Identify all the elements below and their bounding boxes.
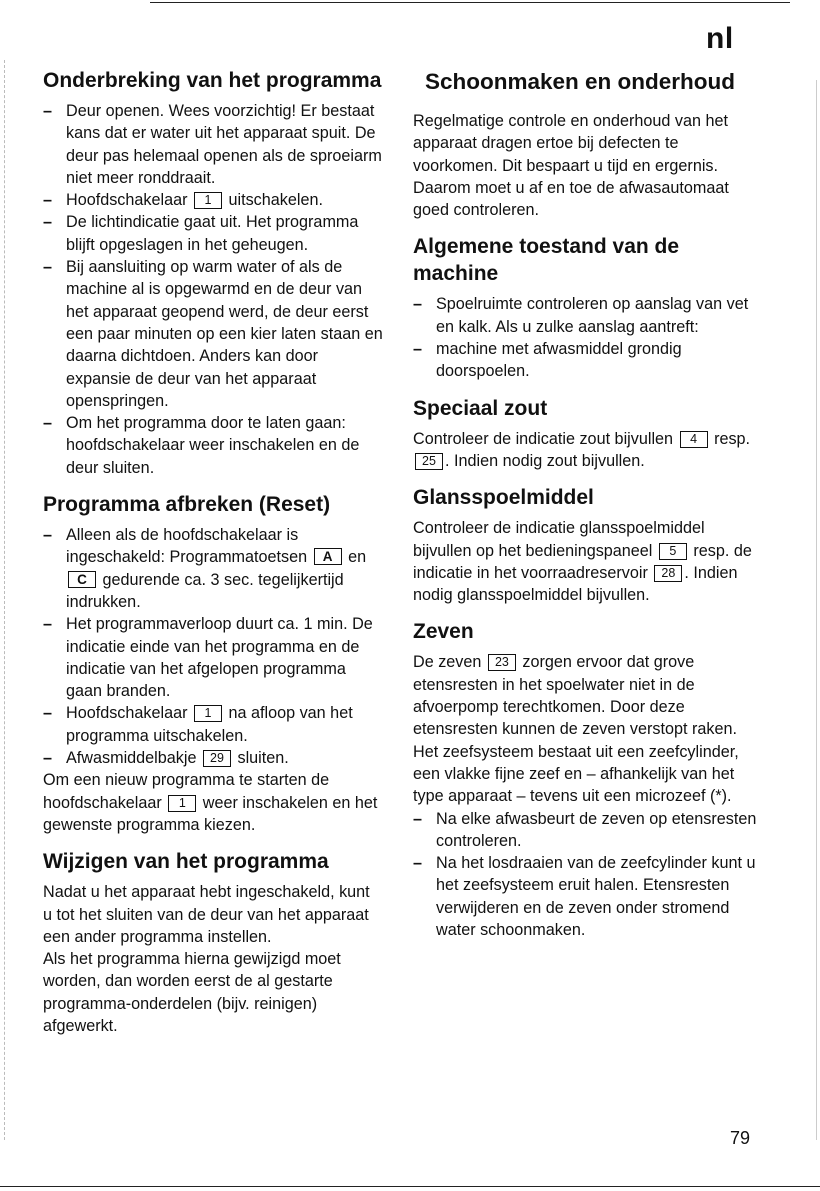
text: uitschakelen. [228, 191, 323, 210]
text: Om een nieuw programma te starten de hoofdschakelaar [43, 771, 330, 812]
reset-closing [43, 769, 383, 836]
key-symbol: 25 [415, 453, 443, 470]
page-edge-bottom [0, 1186, 820, 1187]
list-item: – Na elke afwasbeurt de zeven op etensresten controleren. [413, 808, 765, 853]
paragraph [413, 651, 765, 740]
text: Hoofdschakelaar [66, 704, 188, 723]
text: Alleen als de hoofdschakelaar is ingeschakeld: Programmatoetsen [66, 526, 308, 567]
algemene-list [413, 293, 765, 382]
text: . Indien nodig glansspoelmiddel bijvullen. [413, 563, 738, 605]
paragraph: Nadat u het apparaat hebt ingeschakeld, kunt u tot het sluiten van de deur van het apparaat een ander programma instellen. [43, 883, 370, 946]
heading-glansspoelmiddel: Glansspoelmiddel [413, 486, 594, 510]
paragraph: Als het programma hierna gewijzigd moet worden, dan worden eerst de al gestarte programma-onderdelen (bijv. reinigen) afgewerkt. [43, 950, 341, 1035]
list-item [43, 747, 383, 769]
key-symbol: 29 [203, 750, 231, 767]
list-item: – machine met afwasmiddel grondig doorspoelen. [413, 338, 765, 383]
key-symbol: A [314, 548, 342, 565]
heading-zeven: Zeven [413, 620, 474, 644]
text: Hoofdschakelaar [66, 191, 188, 210]
paragraph: Regelmatige controle en onderhoud van het apparaat dragen ertoe bij defecten te voorkomen. Dit bespaart u tijd en ergernis. Daarom moet u af en toe de afwasautomaat goed controleren. [413, 112, 729, 220]
list-item: – Het programmaverloop duurt ca. 1 min. De indicatie einde van het programma en de indicatie van het afgelopen programma gaan branden. [43, 613, 383, 702]
heading-schoonmaken: Schoonmaken en onderhoud [425, 69, 736, 94]
list-item: – Om het programma door te laten gaan: hoofdschakelaar weer inschakelen en de deur sluiten. [43, 412, 383, 479]
list-item: – Spoelruimte controleren op aanslag van vet en kalk. Als u zulke aanslag aantreft: [413, 293, 765, 338]
text: resp. [714, 429, 751, 448]
key-symbol: 23 [488, 654, 516, 671]
list-item [43, 524, 383, 613]
text: Afwasmiddelbakje [66, 749, 197, 768]
text: resp. de indicatie in het voorraadreservoir [413, 541, 752, 582]
heading-wijzigen: Wijzigen van het programma [43, 850, 329, 874]
reset-list [43, 524, 383, 769]
text: zorgen ervoor dat grove etensresten in het spoelwater niet in de afvoerpomp terechtkomen. Door deze etensresten kunnen de zeven verstopt raken. [413, 653, 737, 739]
key-symbol: 28 [654, 565, 682, 582]
text: Controleer de indicatie glansspoelmiddel bijvullen op het bedieningspaneel [413, 519, 705, 560]
heading-onderbreking: Onderbreking van het programma [43, 69, 382, 92]
left-column [43, 67, 383, 1037]
text: en [348, 548, 367, 567]
text: sluiten. [237, 749, 289, 768]
text: De zeven [413, 653, 482, 672]
paragraph [413, 428, 765, 473]
language-label: nl [706, 22, 734, 55]
zeven-list [413, 808, 765, 942]
key-symbol: C [68, 571, 96, 588]
page-number: 79 [730, 1128, 751, 1148]
list-item [43, 189, 383, 211]
paragraph [413, 517, 765, 606]
heading-algemene-toestand: Algemene toestand van de machine [413, 235, 680, 286]
text: gedurende ca. 3 sec. tegelijkertijd indrukken. [66, 570, 344, 611]
list-item [43, 702, 383, 747]
key-symbol: 1 [194, 192, 222, 209]
text: weer inschakelen en het gewenste programma kiezen. [43, 793, 378, 834]
heading-reset: Programma afbreken (Reset) [43, 493, 331, 517]
text: . Indien nodig zout bijvullen. [445, 451, 645, 470]
list-item: – Deur openen. Wees voorzichtig! Er bestaat kans dat er water uit het apparaat spuit. De deur pas helemaal openen als de sproeiarm niet meer ronddraait. [43, 100, 383, 189]
list-item: – Na het losdraaien van de zeefcylinder kunt u het zeefsysteem eruit halen. Etensresten verwijderen en de zeven onder stromend water schoonmaken. [413, 852, 765, 941]
onderbreking-list [43, 100, 383, 479]
paragraph: Het zeefsysteem bestaat uit een zeefcylinder, een vlakke fijne zeef en – afhankelijk van het type apparaat – tevens uit een microzeef (*). [413, 742, 739, 806]
left-margin-rule [4, 60, 5, 1140]
text: na afloop van het programma uitschakelen. [66, 704, 353, 745]
right-column [413, 67, 765, 941]
key-symbol: 1 [194, 705, 222, 722]
key-symbol: 5 [659, 543, 687, 560]
page-edge-top [150, 2, 790, 3]
list-item: – De lichtindicatie gaat uit. Het programma blijft opgeslagen in het geheugen. [43, 211, 383, 256]
right-margin-rule [816, 80, 817, 1140]
heading-speciaal-zout: Speciaal zout [413, 396, 548, 420]
key-symbol: 1 [168, 795, 196, 812]
text: Controleer de indicatie zout bijvullen [413, 429, 674, 448]
key-symbol: 4 [680, 431, 708, 448]
list-item: – Bij aansluiting op warm water of als de machine al is opgewarmd en de deur van het apparaat geopend werd, de deur eerst een paar minuten op een kier laten staan en daarna dichtdoen. Anders kan door expansie de deur van het apparaat openspringen. [43, 256, 383, 412]
